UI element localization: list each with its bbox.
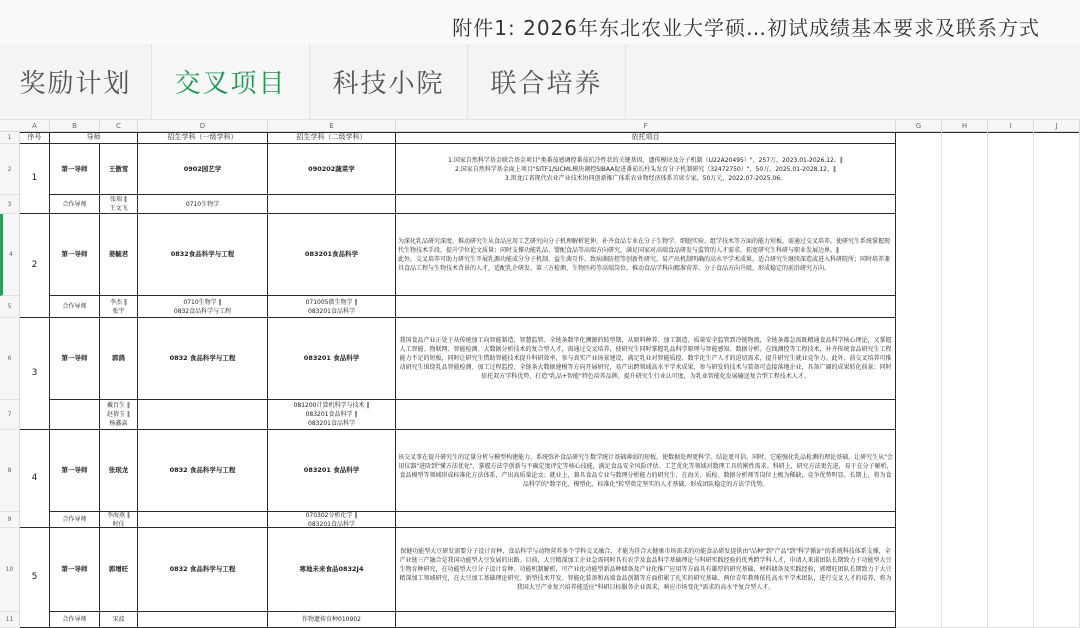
title-bar [0, 0, 1080, 44]
major-line: 0710生物学 ‖ [183, 298, 222, 306]
project-cell[interactable] [396, 430, 896, 512]
index-cell[interactable]: 5 [20, 528, 50, 628]
mentor-name-cell[interactable]: 王傲雪 [100, 144, 138, 195]
column-header[interactable]: F [396, 120, 896, 132]
role-cell[interactable]: 合作导师 [50, 195, 100, 214]
major-line: 083201食品科学 [308, 420, 355, 427]
project-line: 1.国家自然科学基金联合基金项目"类番茄感调控番茄抗冷性状的关键基因，遗传模块及分子机制（U22A20495）"，257万，2023.01-2026.12。‖ [448, 156, 843, 164]
header-cell[interactable]: 序号 [20, 132, 50, 144]
row-header[interactable]: 11 [0, 612, 20, 628]
co-mentor-name: 戴百生 ‖ [107, 402, 130, 409]
empty-column[interactable] [1034, 132, 1080, 628]
co-mentor-name: 时佳 [112, 520, 125, 528]
co-mentor-cell[interactable]: 宋波 [100, 612, 138, 628]
major-line: 081200计算机科学与技术 ‖ [293, 402, 370, 409]
project-line: 保健功能型大豆研发需要分子设计育种，食品科学与动物营养多个学科交叉融合，才能为符合大健康市场需求的功能食品研发提供由"品种"到"产品"到"科学循证"的系统科技体系支撑，全产业链三产融合是我国功能型大豆发展的出路。目前，大豆精深加工企业急需同时具有农学及食品科学基础理论与科研实践经验的优秀跨学科人才，申请人来诺团队长期致力于功能型大豆生物育种研究，在功能型大豆分子设计育种、功能机制解析，可产业化功能型新品种储备及产业化推广应用等方面具有雄厚的研究基础，材料储备及实践经验，郭增旺团队长期致力于大豆精深加工领域研究，在大豆加工基础理论研究、新型技术开发、智能化装备和高端食品创制等方面积累了扎实的研究基础。两位青年教师依托高水平学术团队，进行交叉人才的培养，将为我国大豆产业复兴培养能适应"科研目标服务企业需求，响应市场变化"需求的高水平复合型人才。 [399, 548, 892, 591]
project-line: 此外，交叉培养可助力研究生开展乳源功能成分分子机制、益生菌互作、致病菌防控等创新性研究，易产出机制明确的高水平学术成果，适合研究生继续深造或进入科研院所；同时培养兼具食品工程与生物技术背景的人才，适配乳企研发、第三方检测、生物医药等高端岗位，推动食品学科向精准营养、分子食品方向升级，形成稳定的前沿研究方向。 [398, 255, 891, 272]
column-header[interactable]: C [100, 120, 138, 132]
project-cell[interactable] [396, 528, 896, 612]
major2-cell[interactable]: 083201食品科学 [268, 214, 396, 296]
co-mentor-cell[interactable] [100, 195, 138, 214]
column-header[interactable]: J [1034, 120, 1080, 132]
document-title: 附件1: 2026年东北农业大学硕…初试成绩基本要求及联系方式 [452, 16, 1040, 40]
co-mentor-name: 赵倩玉 ‖ [107, 411, 130, 418]
co-mentor-cell[interactable] [100, 296, 138, 318]
major2-cell[interactable] [268, 512, 396, 528]
empty-column[interactable] [942, 132, 988, 628]
index-cell[interactable]: 4 [20, 430, 50, 528]
project-cell[interactable] [396, 400, 896, 430]
role-cell[interactable]: 第一导师 [50, 528, 100, 612]
co-mentor-name: 李海燕 ‖ [107, 512, 130, 519]
major2-cell[interactable] [268, 195, 396, 214]
role-cell[interactable]: 合作导师 [50, 612, 100, 628]
header-cell[interactable]: 招生学科（二级学科） [268, 132, 396, 144]
mentor-name-cell[interactable]: 郭鸽 [100, 318, 138, 400]
major2-cell[interactable]: 作物遗传育种010902 [268, 612, 396, 628]
role-cell[interactable]: 第一导师 [50, 144, 100, 195]
tab-reward-plan[interactable]: 奖励计划 [0, 44, 152, 119]
row-header[interactable]: 4 [0, 214, 20, 296]
project-cell[interactable] [396, 214, 896, 296]
tab-tech-courtyard[interactable]: 科技小院 [310, 44, 468, 119]
major2-cell[interactable]: 083201 食品科学 [268, 430, 396, 512]
major1-cell[interactable]: 0902园艺学 [138, 144, 268, 195]
row-header[interactable]: 5 [0, 296, 20, 318]
project-line: 我国食品产业正处于从传统加工向智能制造、智慧监管、全链条数字化溯源的转型期，从原料种养、加工制造、质量安全监管到冷链物流，全链条都急需既精通食品科学核心理论，又掌握人工智能、物联网、智能检测、大数据分析技术的复合型人才，需通过交叉培养，使研究生同时掌握乳品科学原理与智能感知、数据分析、在线测控等工程技术，补齐传统食品研究生工程能力不足的短板，同时让研究生借助智能技术提升科研效率，参与真实产业场景建设，满足乳业对智能质控、数字化生产人才的迫切需求，提升研究生就业竞争力。此外，前交叉培养可推动研究生围绕乳品智能检测、加工过程监控、全链条大数据建模等方向开展研究，易产出跨领域高水平学术成果，参与研发的技术与装备可直接落地企业，具备广阔的成果转化前景；同时依托双方学科优势，打造"乳品+智能"特色培养品牌，提升研究生行业认可度，为乳业智能化发展输送复合型工程技术人才。 [399, 337, 892, 380]
column-header[interactable]: I [988, 120, 1034, 132]
row-header[interactable]: 1 [0, 132, 20, 144]
co-mentor-name: 李杰 ‖ [110, 298, 127, 306]
index-cell[interactable]: 3 [20, 318, 50, 430]
row-header[interactable]: 9 [0, 512, 20, 528]
header-cell[interactable]: 招生学科（一级学科） [138, 132, 268, 144]
co-mentor-name: 王文飞 [109, 205, 128, 212]
major-line: 083201食品科学 ‖ [305, 411, 358, 418]
row-header[interactable]: 2 [0, 144, 20, 195]
row-header[interactable]: 6 [0, 318, 20, 400]
major1-cell[interactable] [138, 612, 268, 628]
role-cell[interactable]: 合作导师 [50, 296, 100, 318]
tab-bar [0, 44, 1080, 120]
major1-cell[interactable]: 0832 食品科学与工程 [138, 528, 268, 612]
project-cell[interactable] [396, 195, 896, 214]
major1-cell[interactable]: 0832 食品科学与工程 [138, 430, 268, 512]
major1-cell[interactable] [138, 512, 268, 528]
empty-column[interactable] [988, 132, 1034, 628]
header-cell[interactable]: 导师 [50, 132, 138, 144]
column-header-bar [0, 120, 1080, 132]
row-header[interactable]: 10 [0, 528, 20, 612]
column-header[interactable]: D [138, 120, 268, 132]
major-line: 071005微生物学 ‖ [305, 298, 358, 306]
project-line: 2.国家自然科学基金面上项目"SITF1/SICML模块调控SlBAA促进番茄长柱头发育分子机制研究（32472750）"，50万，2025.01-2028.12。‖ [455, 165, 836, 173]
major-line: 083201食品科学 [308, 307, 355, 315]
major2-cell[interactable] [268, 400, 396, 430]
major1-cell[interactable] [138, 400, 268, 430]
project-line: 该交叉事在提升研究生的定量分析与模型构建能力，系统弥补食品研究生数学统计基础薄弱的短板，使数据处理更科学，结论更可信。同时，它能强化乳品检测的理论基础，让研究生从"会用仪器"进阶到"懂方法优化"，掌握方法学创新与不确定度评定等核心技能，满足食品安全风险评估、工艺优化等领域对数理工具的刚性需求。科研上，研究方法更先进，易于在分子解析，食品模型等领域形成标准化方法体系，产出高质量论文；就业上，兼具食品专业与数理分析能力的研究生，在海关、质检、数据分析师等岗位上极为稀缺，竞争优势明显。长期上，将为食品科学的"数字化、模型化、标准化"转型奠定坚实的人才基础，形成团队稳定的方法学优势。 [398, 453, 893, 488]
index-cell[interactable]: 2 [20, 214, 50, 318]
role-cell[interactable]: 第一导师 [50, 214, 100, 296]
column-header[interactable]: A [20, 120, 50, 132]
role-cell[interactable]: 第一导师 [50, 430, 100, 512]
column-header[interactable]: H [942, 120, 988, 132]
major2-cell[interactable] [268, 296, 396, 318]
major1-cell[interactable]: 0710生物学 [138, 195, 268, 214]
project-line: 3.黑龙江省现代农业产业技术协同创新推广体系农业物经济体系首席专家，50万元，2022.07-2025.06。 [504, 174, 787, 182]
role-cell[interactable]: 合作导师 [50, 512, 100, 528]
project-cell[interactable] [396, 512, 896, 528]
project-cell[interactable] [396, 318, 896, 400]
column-header[interactable]: E [268, 120, 396, 132]
co-mentor-cell[interactable] [100, 400, 138, 430]
spreadsheet[interactable] [0, 120, 1080, 628]
column-header[interactable]: B [50, 120, 100, 132]
major-line: 0832食品科学与工程 [173, 307, 232, 315]
major2-cell[interactable]: 083201 食品科学 [268, 318, 396, 400]
column-header[interactable]: G [896, 120, 942, 132]
project-cell[interactable] [396, 144, 896, 195]
major2-cell[interactable]: 090202蔬菜学 [268, 144, 396, 195]
co-mentor-name: 杨鑫焱 [109, 420, 128, 427]
mentor-name-cell[interactable]: 郭增旺 [100, 528, 138, 612]
major-line: 070302分析化学 ‖ [305, 512, 358, 519]
major1-cell[interactable]: 0832 食品科学与工程 [138, 318, 268, 400]
role-cell[interactable] [50, 400, 100, 430]
header-cell[interactable]: 依托项目 [396, 132, 896, 144]
major-line: 083201食品科学 [308, 520, 355, 528]
project-cell[interactable] [396, 612, 896, 628]
project-cell[interactable] [396, 296, 896, 318]
empty-column[interactable] [896, 132, 942, 628]
tab-cross-project[interactable]: 交叉项目 [152, 44, 310, 119]
row-header[interactable]: 7 [0, 400, 20, 430]
major2-cell[interactable]: 寒地未来食品0832J4 [268, 528, 396, 612]
co-mentor-cell[interactable] [100, 512, 138, 528]
row-header[interactable]: 8 [0, 430, 20, 512]
co-mentor-name: 张宇 [112, 307, 125, 315]
major1-cell[interactable] [138, 296, 268, 318]
mentor-name-cell[interactable]: 张珉龙 [100, 430, 138, 512]
tab-joint-training[interactable]: 联合培养 [468, 44, 626, 119]
mentor-name-cell[interactable]: 姜毓君 [100, 214, 138, 296]
project-line: 为深化乳品研究深度，推动研究生从食品应用工艺研究向分子机理解析延伸，补齐食品专业在分子生物学、细胞实验、组学技术等方面的能力短板，需通过交叉培养，使研究生系统掌握现代生物技术手段，提升学位论文质量；同时支撑功能乳品、婴配食品等高端方向研究，满足国家对高端食品研发与监管的人才需求，拓宽研究生科研与职业发展边界。‖ [398, 237, 891, 254]
row-header[interactable]: 3 [0, 195, 20, 214]
major1-cell[interactable]: 0832食品科学与工程 [138, 214, 268, 296]
co-mentor-name: 张瑞 ‖ [110, 196, 127, 203]
role-cell[interactable]: 第一导师 [50, 318, 100, 400]
index-cell[interactable]: 1 [20, 144, 50, 214]
